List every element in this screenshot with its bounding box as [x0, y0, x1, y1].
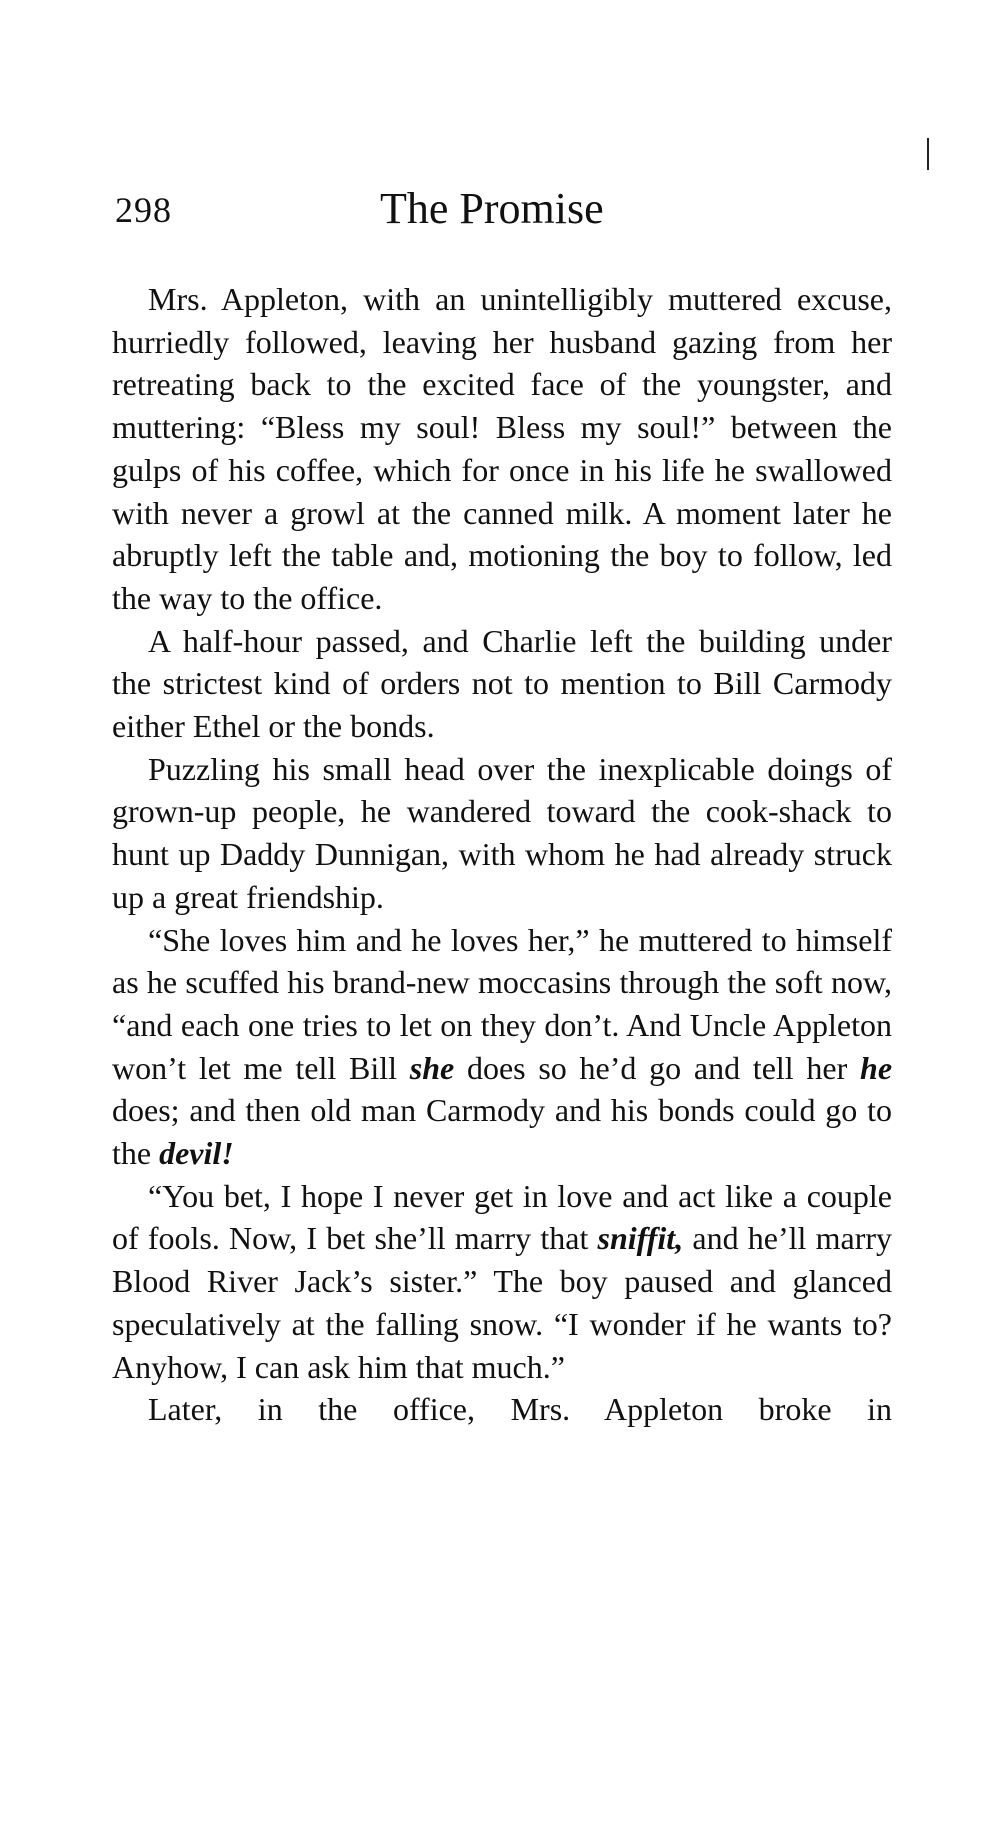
paragraph	[112, 919, 892, 1175]
text-run: Later, in the office, Mrs. Appleton broke in	[148, 1391, 892, 1428]
text-run: and he’ll marry Blood River Jack’s sister.” The boy paused and glanced speculatively at the falling snow. “I wonder if he wants to? Anyhow, I can ask him that much.”	[112, 1220, 892, 1385]
paragraph	[112, 1388, 892, 1431]
running-title: The Promise	[380, 184, 604, 233]
paragraph	[112, 1175, 892, 1389]
text-run: “She loves him and he loves her,” he muttered to himself as he scuffed his brand-new moccasins through the soft now, “and each one tries to let on they don’t. And Uncle Appleton won’t let me tell Bill	[112, 921, 892, 1086]
text-run: Puzzling his small head over the inexplicable doings of grown-up people, he wandered toward the cook-shack to hunt up Daddy Dunnigan, with whom he had already struck up a great friendship.	[112, 750, 892, 915]
text-run: “You bet, I hope I never get in love and act like a couple of fools. Now, I bet she’ll marry that	[112, 1177, 892, 1257]
text-run: does; and then old man Carmody and his bonds could go to the	[112, 1092, 892, 1172]
text-run: A half-hour passed, and Charlie left the building under the strictest kind of orders not to mention to Bill Carmody either Ethel or the bonds.	[112, 622, 892, 745]
paragraph	[112, 278, 892, 620]
italic-text: he	[860, 1049, 893, 1086]
italic-text: devil!	[159, 1135, 234, 1172]
paragraph	[112, 748, 892, 919]
page-header	[112, 183, 892, 243]
page-number: 298	[115, 190, 172, 230]
paragraph	[112, 620, 892, 748]
italic-text: she	[409, 1049, 455, 1086]
text-run: Mrs. Appleton, with an unintelligibly muttered excuse, hurriedly followed, leaving her husband gazing from her retreating back to the excited face of the youngster, and muttering: “Bless my soul! Bless my soul!” between the gulps of his coffee, which for once in his life he swallowed with never a growl at the canned milk. A moment later he abruptly left the table and, motioning the boy to follow, led the way to the office.	[112, 281, 892, 616]
text-run: does so he’d go and tell her	[454, 1049, 861, 1086]
margin-mark	[927, 138, 929, 170]
body-text	[112, 278, 892, 1431]
italic-text: sniffit,	[597, 1220, 684, 1257]
